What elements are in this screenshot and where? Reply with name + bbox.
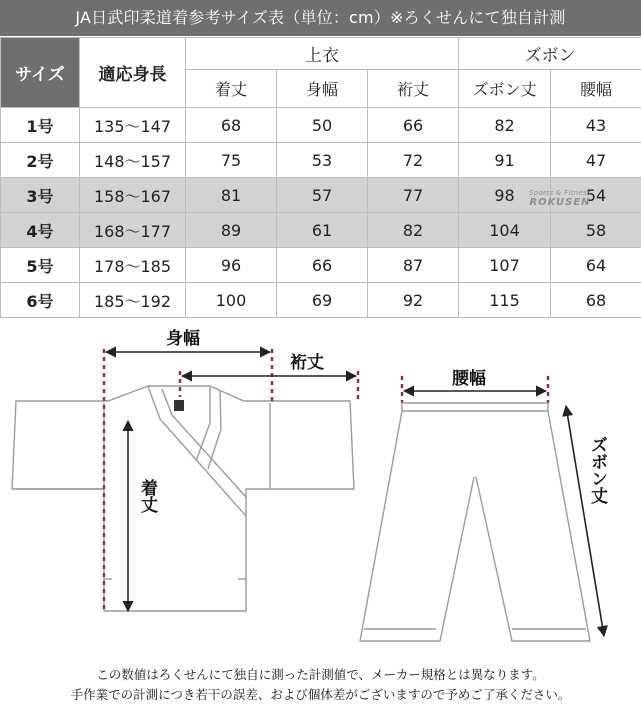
cell-zubontake: 107 [459,248,551,283]
cell-zubontake: 91 [459,143,551,178]
row-size: 1号 [1,108,80,143]
row-height: 135～147 [80,108,186,143]
cell-zubontake: 104 [459,213,551,248]
cell-yukitake: 77 [368,178,459,213]
row-height: 178～185 [80,248,186,283]
cell-kitake: 75 [186,143,277,178]
cell-koshihaba: 68 [551,283,641,318]
row-height: 148～157 [80,143,186,178]
cell-kitake: 68 [186,108,277,143]
cell-zubontake: 82 [459,108,551,143]
row-height: 158～167 [80,178,186,213]
row-height: 168～177 [80,213,186,248]
collar-tag [174,400,184,411]
header-size: サイズ [1,38,80,108]
table-row [1,213,641,248]
chart-title: JA日武印柔道着参考サイズ表（単位：cm）※ろくせんにて独自計測 [0,0,641,36]
cell-yukitake: 82 [368,213,459,248]
label-koshihaba: 腰幅 [452,369,486,389]
cell-koshihaba: 58 [551,213,641,248]
table-row [1,248,641,283]
row-size: 3号 [1,178,80,213]
table-row [1,108,641,143]
label-kitake: 着丈 [137,479,157,513]
cell-koshihaba: 43 [551,108,641,143]
cell-kitake: 96 [186,248,277,283]
cell-yukitake: 66 [368,108,459,143]
label-yukitake: 裄丈 [290,353,324,373]
cell-yukitake: 92 [368,283,459,318]
header-group-pants: ズボン [459,38,641,70]
cell-koshihaba: 54 [551,178,641,213]
cell-yukitake: 72 [368,143,459,178]
row-size: 4号 [1,213,80,248]
jacket-outline [12,386,354,611]
cell-mihaba: 61 [277,213,368,248]
cell-mihaba: 57 [277,178,368,213]
cell-koshihaba: 64 [551,248,641,283]
cell-koshihaba: 47 [551,143,641,178]
watermark-tagline: Sports & Fitness [529,189,591,197]
cell-zubontake: 98 [459,178,551,213]
cell-kitake: 89 [186,213,277,248]
cell-mihaba: 53 [277,143,368,178]
table-row [1,143,641,178]
garment-diagram [0,311,641,720]
header-zubontake: ズボン丈 [459,70,551,108]
note-line-1: この数値はろくせんにて独自に測った計測値で、メーカー規格とは異なります。 [96,667,545,682]
note-line-2: 手作業での計測につき若干の誤差、および個体差がございますので予めご了承ください。 [70,687,571,702]
cell-kitake: 100 [186,283,277,318]
row-size: 6号 [1,283,80,318]
row-size: 2号 [1,143,80,178]
row-size: 5号 [1,248,80,283]
size-table [0,37,641,318]
rokusen-watermark [520,190,600,208]
cell-yukitake: 87 [368,248,459,283]
table-header-row-1 [1,38,641,70]
header-mihaba: 身幅 [277,70,368,108]
header-koshihaba: 腰幅 [551,70,641,108]
row-height: 185～192 [80,283,186,318]
pants-outline [360,403,590,641]
header-height: 適応身長 [80,38,186,108]
cell-mihaba: 66 [277,248,368,283]
header-group-jacket: 上衣 [186,38,459,70]
cell-mihaba: 50 [277,108,368,143]
cell-mihaba: 69 [277,283,368,318]
header-kitake: 着丈 [186,70,277,108]
cell-kitake: 81 [186,178,277,213]
header-yukitake: 裄丈 [368,70,459,108]
watermark-brand: ROKUSEN [529,197,591,208]
label-mihaba: 身幅 [166,329,200,349]
label-zubontake: ズボン丈 [587,436,607,504]
cell-zubontake: 115 [459,283,551,318]
